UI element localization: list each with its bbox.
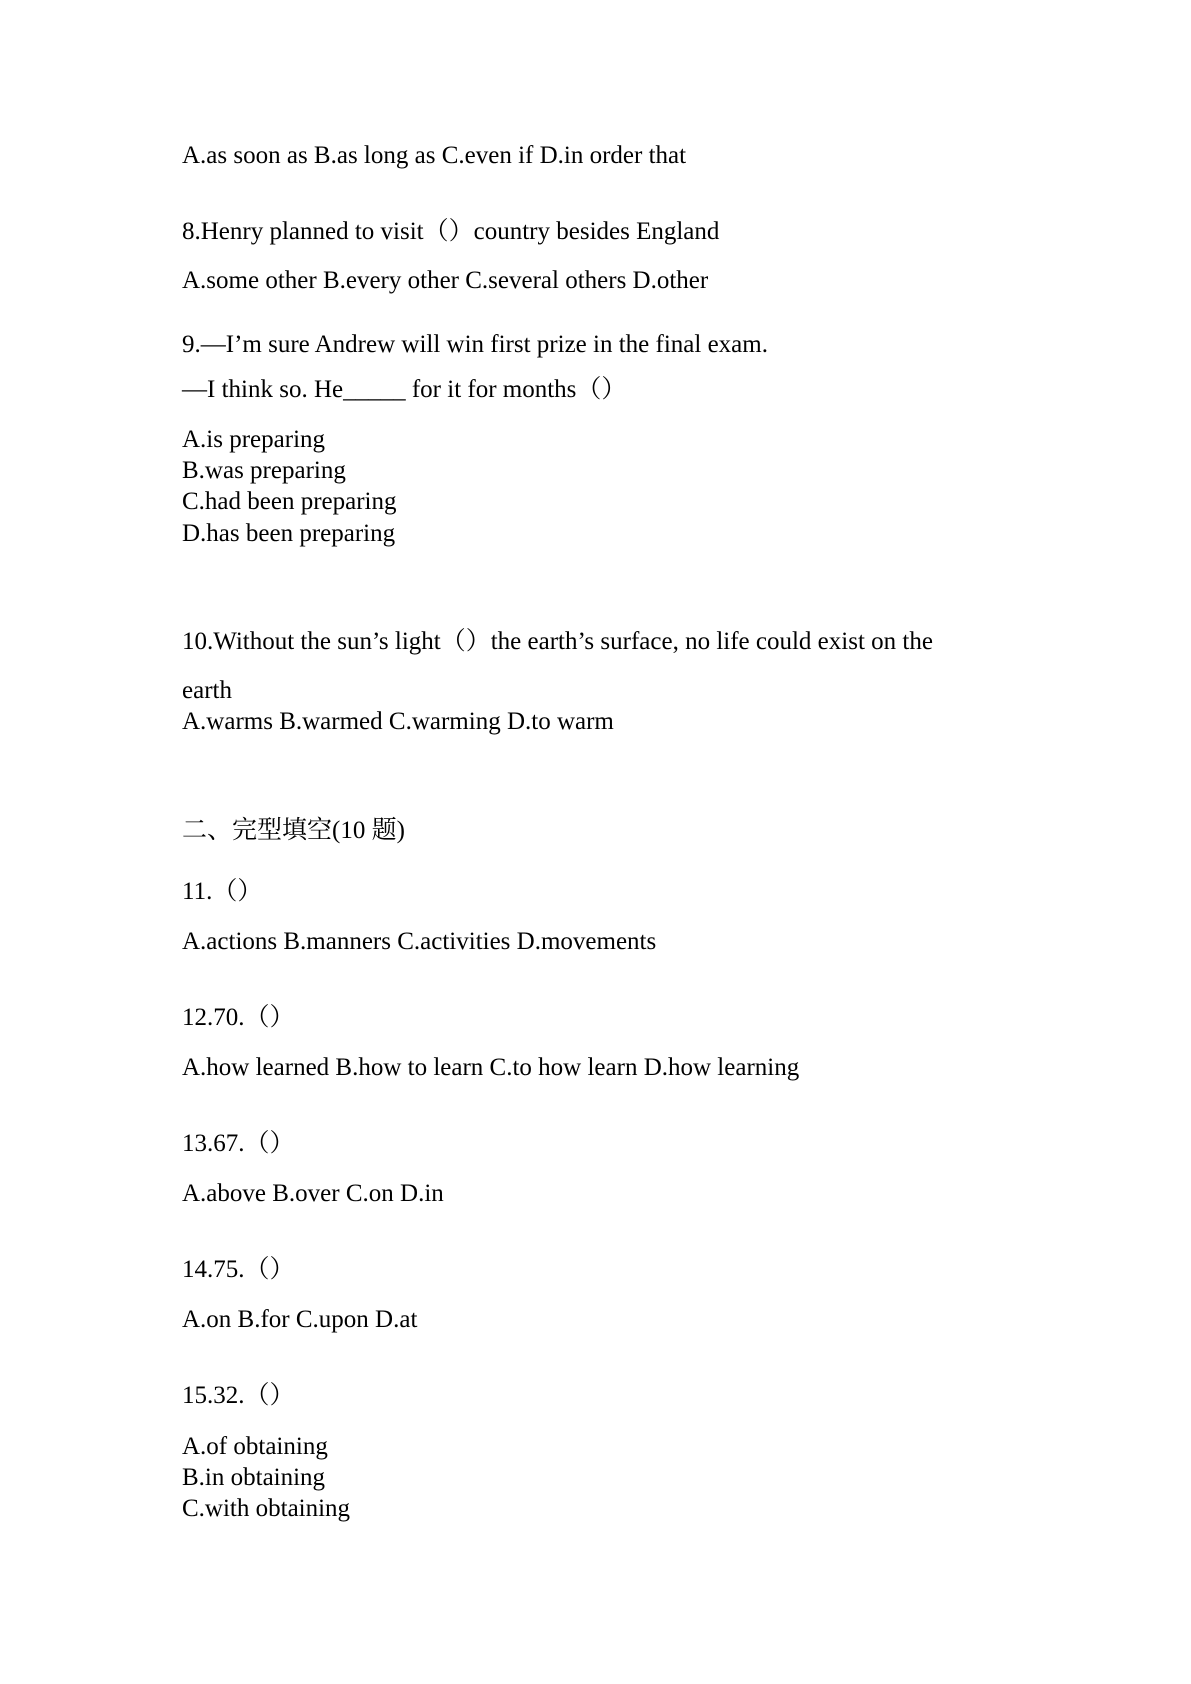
question-14-options: A.on B.for C.upon D.at — [182, 1306, 418, 1333]
question-13-text: 13.67.（） — [182, 1130, 295, 1157]
question-9-option-c: C.had been preparing — [182, 488, 397, 515]
question-15-option-a: A.of obtaining — [182, 1433, 328, 1460]
question-15-option-b: B.in obtaining — [182, 1464, 326, 1491]
section-title: 二、完型填空(10 题) — [182, 817, 405, 844]
question-15-text: 15.32.（） — [182, 1382, 295, 1409]
question-14-text: 14.75.（） — [182, 1256, 295, 1283]
question-7-options: A.as soon as B.as long as C.even if D.in order that — [182, 142, 687, 169]
question-12-text: 12.70.（） — [182, 1004, 295, 1031]
question-9-text-line-2: —I think so. He_____ for it for months（） — [182, 376, 627, 403]
question-10-text-line-2: earth — [182, 677, 232, 704]
question-15-option-c: C.with obtaining — [182, 1495, 351, 1522]
question-13-options: A.above B.over C.on D.in — [182, 1180, 444, 1207]
question-9-option-d: D.has been preparing — [182, 520, 396, 547]
question-8-options: A.some other B.every other C.several others D.other — [182, 267, 709, 294]
question-9-option-b: B.was preparing — [182, 457, 346, 484]
question-10-text-line-1: 10.Without the sun’s light（）the earth’s surface, no life could exist on the — [182, 628, 933, 655]
question-11-text: 11.（） — [182, 878, 263, 905]
question-11-options: A.actions B.manners C.activities D.movements — [182, 928, 657, 955]
question-9-option-a: A.is preparing — [182, 426, 326, 453]
question-12-options: A.how learned B.how to learn C.to how learn D.how learning — [182, 1054, 800, 1081]
question-10-options: A.warms B.warmed C.warming D.to warm — [182, 708, 614, 735]
question-8-text: 8.Henry planned to visit（）country besides England — [182, 218, 720, 245]
question-9-text-line-1: 9.—I’m sure Andrew will win first prize in the final exam. — [182, 331, 768, 358]
